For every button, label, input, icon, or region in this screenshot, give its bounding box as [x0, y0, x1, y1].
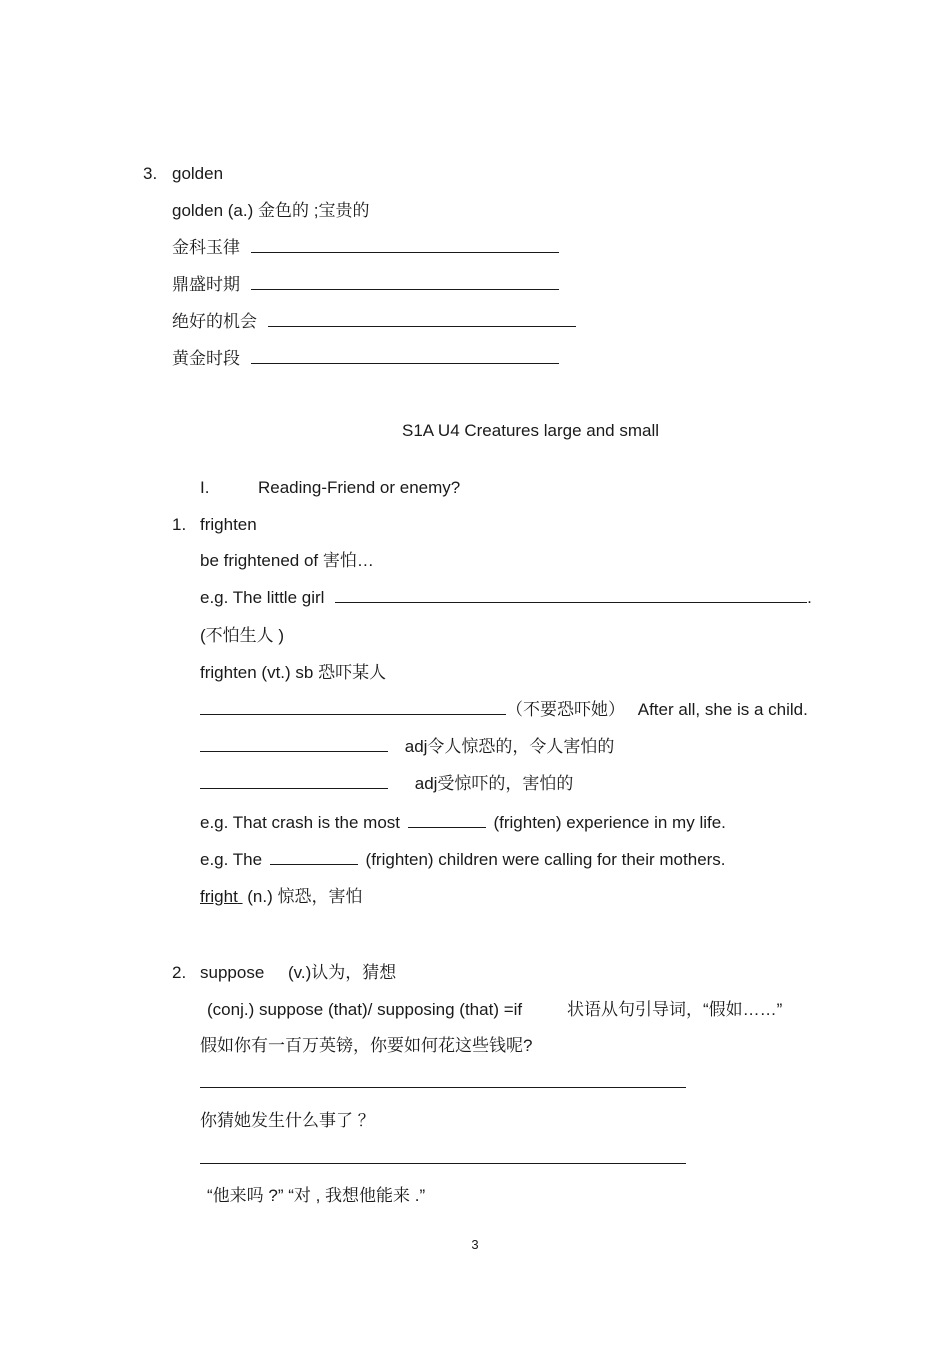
- answer-blank: [335, 587, 807, 603]
- fill-line: [200, 736, 614, 758]
- phrase-line: be frightened of 害怕…: [200, 551, 374, 570]
- page-number: 3: [471, 1237, 479, 1252]
- example-line: [200, 849, 726, 871]
- example-prefix: e.g. The little girl: [200, 588, 325, 607]
- hint-line: (不怕生人 ): [200, 626, 285, 645]
- answer-blank: [251, 237, 559, 253]
- noun-word: fright: [200, 887, 238, 906]
- conjunction-usage: (conj.) suppose (that)/ supposing (that) =if: [207, 1000, 523, 1019]
- example-line: [200, 812, 726, 834]
- noun-line: [200, 886, 363, 908]
- vocab-word: golden: [172, 164, 224, 183]
- unit-title: S1A U4 Creatures large and small: [402, 421, 660, 440]
- answer-blank: [200, 1072, 686, 1088]
- fill-line: [200, 699, 808, 721]
- example-suffix: (frighten) children were calling for their mothers.: [365, 850, 726, 869]
- answer-blank: [270, 849, 358, 865]
- answer-blank: [200, 1148, 686, 1164]
- adjective-definition: adj受惊吓的，害怕的: [414, 774, 574, 793]
- conjunction-note: 状语从句引导词，“假如……”: [567, 1000, 783, 1019]
- answer-blank: [268, 311, 576, 327]
- usage-line: frighten (vt.) sb 恐吓某人: [200, 663, 387, 682]
- vocab-word: suppose: [200, 963, 265, 982]
- phrase-row: [172, 274, 559, 296]
- answer-blank: [200, 699, 506, 715]
- answer-line: [200, 1072, 686, 1094]
- vocab-definition: (v.)认为，猜想: [288, 963, 397, 982]
- adjective-definition: adj令人惊恐的，令人害怕的: [404, 737, 615, 756]
- hint-text: （不要恐吓她）: [506, 700, 625, 719]
- answer-blank: [251, 274, 559, 290]
- example-line: [200, 587, 812, 609]
- item-number: 3.: [143, 164, 158, 183]
- phrase-prompt: 黄金时段: [172, 349, 240, 368]
- vocab-definition: golden (a.) 金色的 ;宝贵的: [172, 201, 370, 220]
- phrase-row: [172, 237, 559, 259]
- phrase-row: [172, 348, 559, 370]
- dialogue-prompt: “他来吗 ?” “对 , 我想他能来 .”: [207, 1186, 426, 1205]
- answer-blank: [408, 812, 486, 828]
- example-prefix: e.g. That crash is the most: [200, 813, 400, 832]
- item-number: 2.: [172, 963, 187, 982]
- answer-blank: [200, 736, 388, 752]
- part-title: Reading-Friend or enemy?: [258, 478, 461, 497]
- phrase-prompt: 鼎盛时期: [172, 275, 240, 294]
- part-number: I.: [200, 478, 210, 497]
- item-number: 1.: [172, 515, 187, 534]
- answer-blank: [200, 773, 388, 789]
- translation-prompt: 假如你有一百万英镑，你要如何花这些钱呢?: [200, 1036, 533, 1055]
- answer-line: [200, 1148, 686, 1170]
- vocab-word: frighten: [200, 515, 257, 534]
- translation-prompt: 你猜她发生什么事了 ？: [200, 1111, 375, 1130]
- phrase-prompt: 金科玉律: [172, 238, 240, 257]
- example-suffix: (frighten) experience in my life.: [493, 813, 726, 832]
- noun-definition: (n.) 惊恐，害怕: [247, 887, 363, 906]
- phrase-row: [172, 311, 576, 333]
- fill-line: [200, 773, 573, 795]
- example-suffix: .: [807, 588, 812, 607]
- answer-blank: [251, 348, 559, 364]
- example-prefix: e.g. The: [200, 850, 263, 869]
- phrase-prompt: 绝好的机会: [172, 312, 257, 331]
- sentence-text: After all, she is a child.: [637, 700, 808, 719]
